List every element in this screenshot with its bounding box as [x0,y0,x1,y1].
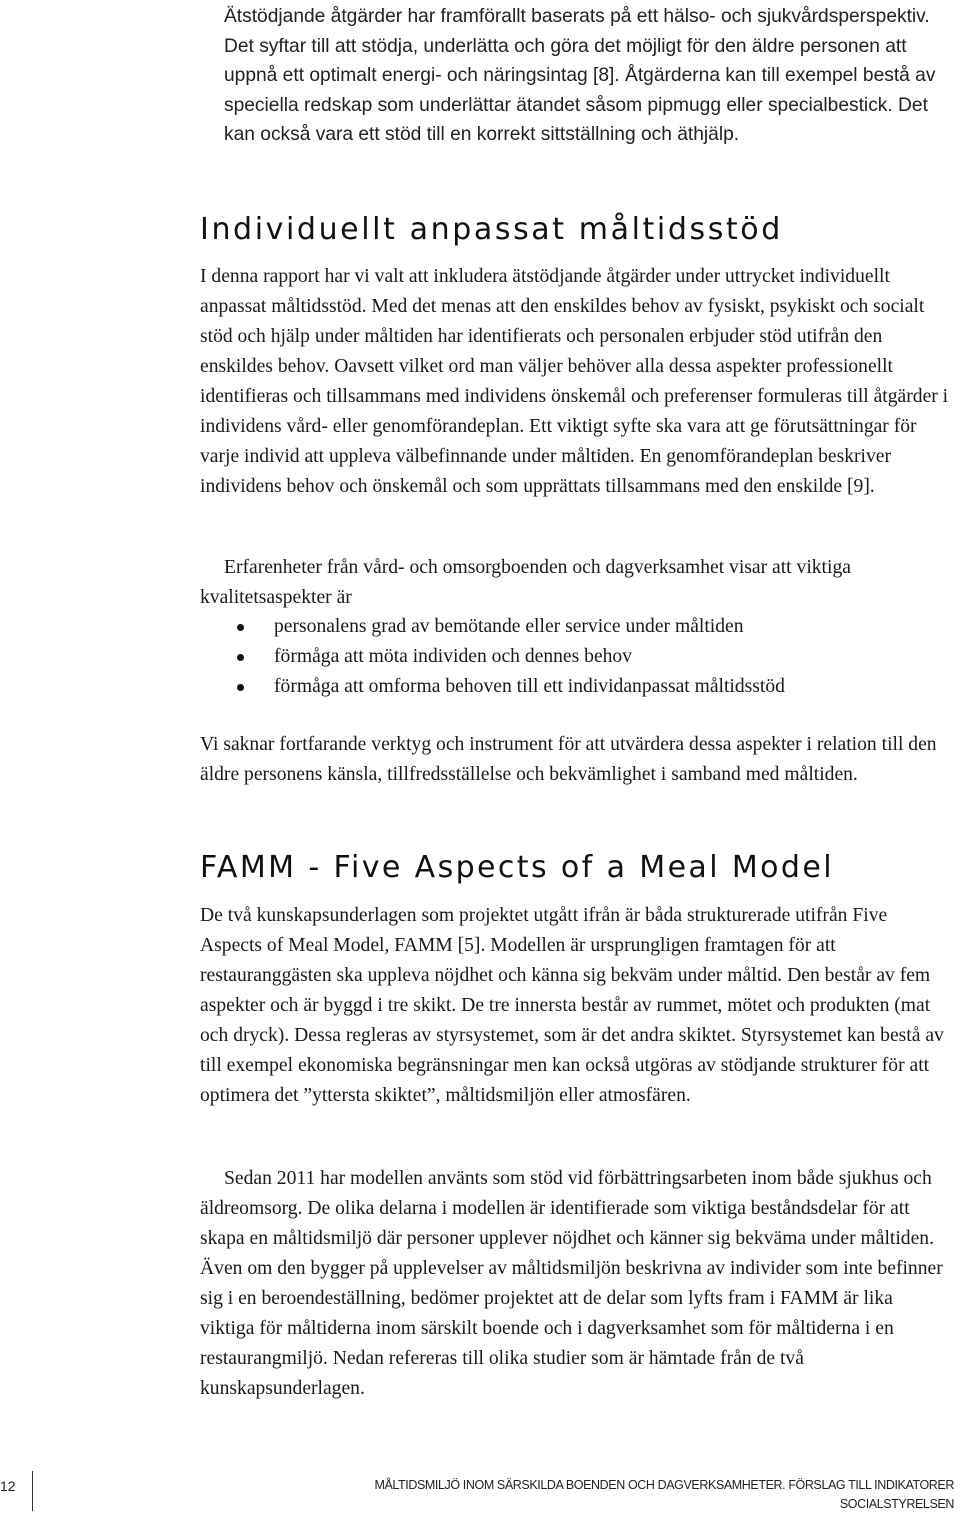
footer-publisher: SOCIALSTYRELSEN [839,1497,954,1511]
footer-divider [32,1471,33,1511]
list-item [200,672,952,702]
intro-paragraph: Ätstödjande åtgärder har framförallt baserats på ett hälso- och sjukvårdsperspektiv. Det syftar till att stödja, underlätta och göra det möjligt för den äldre personen att uppnå ett optimalt energi- och näringsintag [8]. Åtgärderna kan till exempel bestå av speciella redskap som underlättar ätandet såsom pipmugg eller specialbestick. Det kan också vara ett stöd till en korrekt sittställning och äthjälp. [224,6,936,146]
section2-paragraph-1: De två kunskapsunderlagen som projektet utgått ifrån är båda strukturerade utifrån Five Aspects of Meal Model, FAMM [5]. Modellen är ursprungligen framtagen för att restauranggästen ska uppleva nöjdhet och känna sig bekväm under måltid. Den består av fem aspekter och är byggd i tre skikt. De tre innersta består av rummet, mötet och produkten (mat och dryck). Dessa regleras av styrsystemet, som är det andra skiktet. Styrsystemet kan bestå av till exempel ekonomiska begränsningar men kan också utgöras av stödjande strukturer för att optimera det ”yttersta skiktet”, måltidsmiljön eller atmosfären. [200,905,944,1106]
page-number: 12 [0,1478,16,1494]
section1-paragraph-2: Erfarenheter från vård- och omsorgboenden och dagverksamhet visar att viktiga kvalitetsaspekter är [200,557,851,608]
section2-paragraph-2: Sedan 2011 har modellen använts som stöd vid förbättringsarbeten inom både sjukhus och äldreomsorg. De olika delarna i modellen är identifierade som viktiga beståndsdelar för att skapa en måltidsmiljö där personer upplever nöjdhet och känner sig bekväma under måltiden. Även om den bygger på upplevelser av måltidsmiljön beskrivna av individer som inte befinner sig i en beroendeställning, bedömer projektet att de delar som lyfts fram i FAMM är lika viktiga för måltiderna inom särskilt boende och i dagverksamhet som för måltiderna i en restaurangmiljö. Nedan refereras till olika studier som är hämtade från de två kunskapsunderlagen. [200,1168,943,1399]
list-item [200,612,952,642]
footer-report-title: MÅLTIDSMILJÖ INOM SÄRSKILDA BOENDEN OCH DAGVERKSAMHETER. FÖRSLAG TILL INDIKATORER [374,1478,954,1492]
section-heading-individual-support: Individuellt anpassat måltidsstöd [200,212,783,247]
bullet-icon [237,684,244,691]
section1-paragraph-1: I denna rapport har vi valt att inkludera ätstödjande åtgärder under uttrycket individuellt anpassat måltidsstöd. Med det menas att den enskildes behov av fysiskt, psykiskt och socialt stöd och hjälp under måltiden har identifierats och personalen erbjuder stöd utifrån den enskildes behov. Oavsett vilket ord man väljer behöver alla dessa aspekter professionellt identifieras och tillsammans med individens önskemål och preferenser formuleras till åtgärder i individens vård- eller genomförandeplan. Ett viktigt syfte ska vara att ge förutsättningar för varje individ att uppleva välbefinnande under måltiden. En genomförandeplan beskriver individens behov och önskemål och som upprättats tillsammans med den enskilde [9]. [200,266,949,497]
list-item-text: förmåga att omforma behoven till ett individanpassat måltidsstöd [274,676,785,697]
list-item-text: förmåga att möta individen och dennes behov [274,646,633,667]
list-item-text: personalens grad av bemötande eller service under måltiden [274,616,744,637]
list-item [200,642,952,672]
section-heading-famm: FAMM - Five Aspects of a Meal Model [200,850,834,885]
bullet-icon [237,624,244,631]
quality-aspects-list [200,612,952,702]
section1-paragraph-3: Vi saknar fortfarande verktyg och instrument för att utvärdera dessa aspekter i relation till den äldre personens känsla, tillfredsställelse och bekvämlighet i samband med måltiden. [200,734,937,785]
bullet-icon [237,654,244,661]
